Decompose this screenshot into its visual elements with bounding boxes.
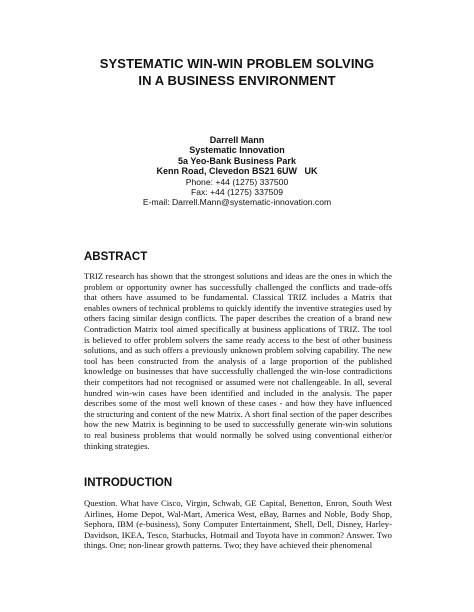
author-fax: Fax: +44 (1275) 337509 xyxy=(191,187,283,198)
author-email: E-mail: Darrell.Mann@systematic-innovation.com xyxy=(142,197,332,208)
author-address-line-2: Kenn Road, Clevedon BS21 6UW UK xyxy=(156,166,318,177)
introduction-heading: INTRODUCTION xyxy=(84,477,173,489)
author-address-line-1: 5a Yeo-Bank Business Park xyxy=(178,155,296,166)
abstract-text: TRIZ research has shown that the strongest solutions and ideas are the ones in which the problem or opportunity owner has successfully challenged the conflicts and trade-offs that others have assumed to be fundamental. Classical TRIZ includes a Matrix that enables owners of technical problems to quickly identify the inventive strategies used by others facing similar design conflicts. The paper describes the creation of a brand new Contradiction Matrix tool aimed specifically at business applications of TRIZ. The tool is believed to offer problem solvers the same ready access to the best of other business solutions, and as such offers a previously unknown problem solving capability. The new tool has been constructed from the analysis of a large proportion of the published knowledge on businesses that have successfully challenged the win-lose contradictions their competitors had not recognised or assumed were not challengeable. In all, several hundred win-win cases have been identified and included in the analysis. The paper describes some of the most well known of these cases - and how they have influenced the structuring and content of the new Matrix. A short final section of the paper describes how the new Matrix is beginning to be used to successfully generate win-win solutions to real business problems that would normally be solved using conventional either/or thinking strategies. xyxy=(84,271,392,451)
title-line-1: SYSTEMATIC WIN-WIN PROBLEM SOLVING xyxy=(99,56,375,71)
abstract-heading: ABSTRACT xyxy=(84,251,148,263)
title-line-2: IN A BUSINESS ENVIRONMENT xyxy=(138,73,336,88)
paper-title xyxy=(0,55,474,89)
author-block xyxy=(0,135,474,208)
author-phone: Phone: +44 (1275) 337500 xyxy=(185,176,289,187)
introduction-text: Question. What have Cisco, Virgin, Schwab, GE Capital, Benetton, Enron, South West Airlines, Home Depot, Wal-Mart, America West, eBay, Barnes and Noble, Body Shop, Sephora, IBM (e-business), Sony Computer Entertainment, Shell, Dell, Disney, Harley-Davidson, IKEA, Tesco, Starbucks, Hotmail and Toyota have in common? Answer. Two things. One; non-linear growth patterns. Two; they have achieved their phenomenal xyxy=(84,498,392,551)
author-organization: Systematic Innovation xyxy=(189,145,285,156)
author-name: Darrell Mann xyxy=(209,135,265,145)
